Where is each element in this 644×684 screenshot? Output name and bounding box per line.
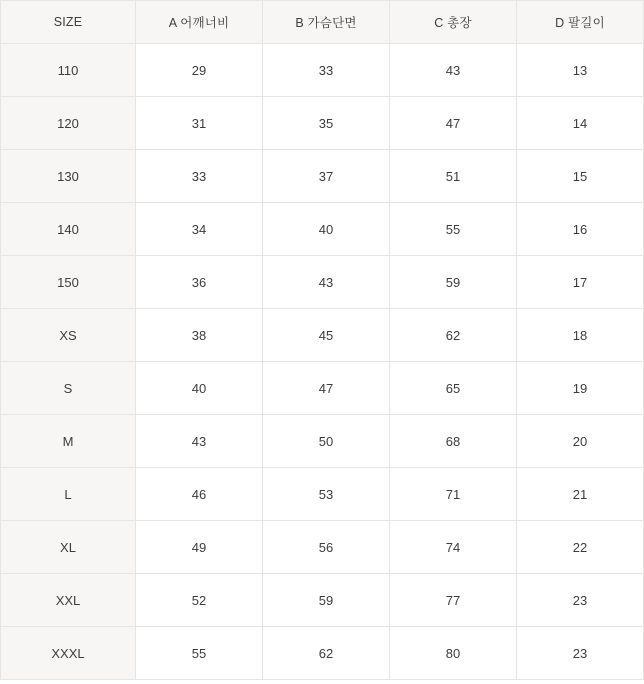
column-header-chest: B 가슴단면 xyxy=(263,1,390,44)
cell-chest: 45 xyxy=(263,309,390,362)
cell-sleeve: 20 xyxy=(517,415,644,468)
cell-chest: 33 xyxy=(263,44,390,97)
cell-size: 150 xyxy=(1,256,136,309)
cell-size: S xyxy=(1,362,136,415)
cell-sleeve: 18 xyxy=(517,309,644,362)
cell-length: 55 xyxy=(390,203,517,256)
column-header-length: C 총장 xyxy=(390,1,517,44)
table-row xyxy=(1,150,644,203)
cell-length: 62 xyxy=(390,309,517,362)
cell-length: 51 xyxy=(390,150,517,203)
table-row xyxy=(1,415,644,468)
cell-sleeve: 23 xyxy=(517,627,644,680)
cell-sleeve: 15 xyxy=(517,150,644,203)
cell-length: 59 xyxy=(390,256,517,309)
table-row xyxy=(1,309,644,362)
cell-size: 130 xyxy=(1,150,136,203)
cell-size: L xyxy=(1,468,136,521)
cell-size: 140 xyxy=(1,203,136,256)
column-header-sleeve: D 팔길이 xyxy=(517,1,644,44)
cell-chest: 40 xyxy=(263,203,390,256)
cell-size: XXXL xyxy=(1,627,136,680)
cell-shoulder: 38 xyxy=(136,309,263,362)
cell-shoulder: 46 xyxy=(136,468,263,521)
cell-sleeve: 21 xyxy=(517,468,644,521)
cell-length: 80 xyxy=(390,627,517,680)
cell-chest: 62 xyxy=(263,627,390,680)
table-row xyxy=(1,574,644,627)
cell-shoulder: 29 xyxy=(136,44,263,97)
cell-shoulder: 55 xyxy=(136,627,263,680)
cell-sleeve: 16 xyxy=(517,203,644,256)
cell-length: 71 xyxy=(390,468,517,521)
cell-sleeve: 14 xyxy=(517,97,644,150)
cell-chest: 35 xyxy=(263,97,390,150)
cell-length: 68 xyxy=(390,415,517,468)
cell-length: 65 xyxy=(390,362,517,415)
cell-sleeve: 17 xyxy=(517,256,644,309)
column-header-size: SIZE xyxy=(1,1,136,44)
table-row xyxy=(1,627,644,680)
cell-size: XL xyxy=(1,521,136,574)
cell-shoulder: 49 xyxy=(136,521,263,574)
table-header-row xyxy=(1,1,644,44)
cell-size: 110 xyxy=(1,44,136,97)
table-row xyxy=(1,362,644,415)
cell-length: 74 xyxy=(390,521,517,574)
cell-chest: 50 xyxy=(263,415,390,468)
cell-chest: 53 xyxy=(263,468,390,521)
cell-shoulder: 43 xyxy=(136,415,263,468)
cell-chest: 43 xyxy=(263,256,390,309)
cell-shoulder: 40 xyxy=(136,362,263,415)
cell-sleeve: 19 xyxy=(517,362,644,415)
cell-length: 47 xyxy=(390,97,517,150)
cell-shoulder: 34 xyxy=(136,203,263,256)
table-body xyxy=(1,44,644,680)
cell-size: 120 xyxy=(1,97,136,150)
cell-chest: 37 xyxy=(263,150,390,203)
table-row xyxy=(1,97,644,150)
cell-sleeve: 22 xyxy=(517,521,644,574)
cell-shoulder: 33 xyxy=(136,150,263,203)
cell-size: M xyxy=(1,415,136,468)
cell-chest: 56 xyxy=(263,521,390,574)
table-row xyxy=(1,521,644,574)
cell-shoulder: 36 xyxy=(136,256,263,309)
cell-size: XS xyxy=(1,309,136,362)
cell-shoulder: 52 xyxy=(136,574,263,627)
cell-sleeve: 13 xyxy=(517,44,644,97)
table-row xyxy=(1,256,644,309)
cell-chest: 47 xyxy=(263,362,390,415)
cell-sleeve: 23 xyxy=(517,574,644,627)
column-header-shoulder: A 어깨너비 xyxy=(136,1,263,44)
table-row xyxy=(1,203,644,256)
cell-shoulder: 31 xyxy=(136,97,263,150)
cell-length: 43 xyxy=(390,44,517,97)
cell-length: 77 xyxy=(390,574,517,627)
table-row xyxy=(1,468,644,521)
cell-chest: 59 xyxy=(263,574,390,627)
table-header xyxy=(1,1,644,44)
table-row xyxy=(1,44,644,97)
cell-size: XXL xyxy=(1,574,136,627)
